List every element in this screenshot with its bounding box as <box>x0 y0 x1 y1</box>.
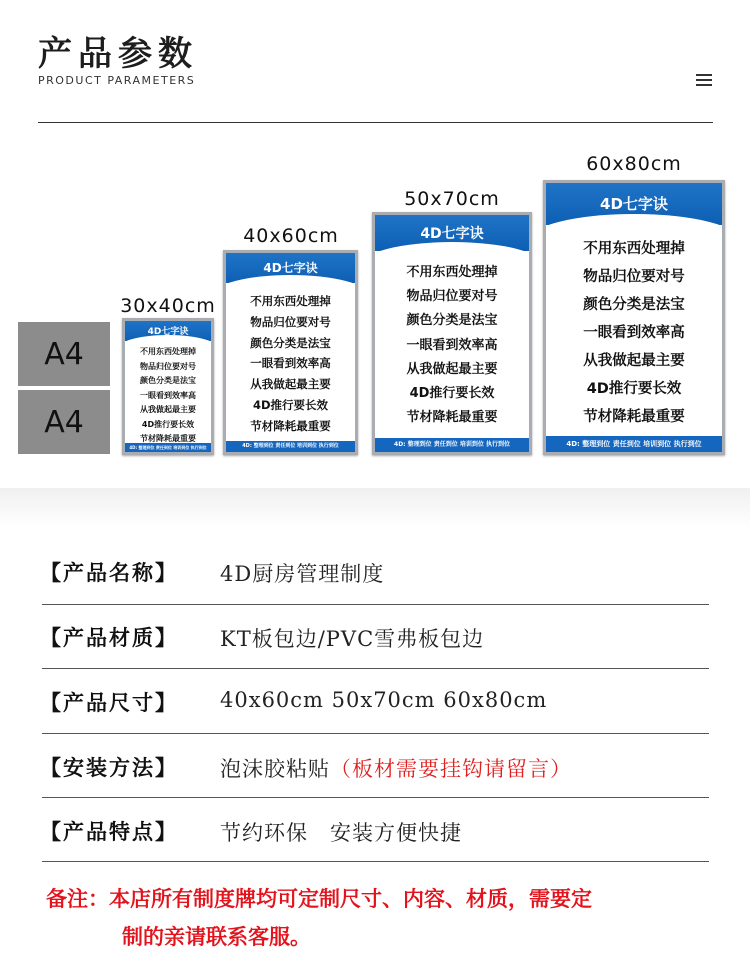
spec-value-features: 节约环保 安装方便快捷 <box>220 821 462 845</box>
remark-line-2: 制的亲请联系客服。 <box>122 925 311 949</box>
board-footer: 4D: 整理到位 责任到位 培训到位 执行到位 <box>125 443 211 452</box>
board-lines: 不用东西处理掉 物品归位要对号 颜色分类是法宝 一眼看到效率高 从我做起最主要 4D推行要长效 节材降耗最重要 <box>250 294 331 433</box>
spec-divider <box>42 668 709 669</box>
board-footer: 4D: 整理到位 责任到位 培训到位 执行到位 <box>375 438 529 452</box>
board-lines: 不用东西处理掉 物品归位要对号 颜色分类是法宝 一眼看到效率高 从我做起最主要 4D推行要长效 节材降耗最重要 <box>583 241 685 425</box>
board-size-label: 40x60cm <box>243 225 339 247</box>
header-divider <box>38 122 713 123</box>
section-separator-band <box>0 488 750 528</box>
sign-board-30x40 <box>122 318 214 455</box>
board-footer: 4D: 整理到位 责任到位 培训到位 执行到位 <box>226 441 355 452</box>
board-title: 4D七字诀 <box>147 327 189 337</box>
a4-label: A4 <box>44 336 84 372</box>
board-title: 4D七字诀 <box>600 195 668 213</box>
spec-divider <box>42 861 709 862</box>
spec-label-size: 【产品尺寸】 <box>40 691 178 715</box>
a4-label: A4 <box>44 404 84 440</box>
board-size-label: 30x40cm <box>120 295 216 317</box>
spec-label-features: 【产品特点】 <box>40 820 178 844</box>
spec-value-size: 40x60cm 50x70cm 60x80cm <box>220 688 548 712</box>
sign-board-50x70 <box>372 212 532 455</box>
sign-board-60x80 <box>543 180 725 455</box>
spec-divider <box>42 733 709 734</box>
board-title: 4D七字诀 <box>420 226 484 242</box>
spec-label-material: 【产品材质】 <box>40 626 178 650</box>
spec-value-material: KT板包边/PVC雪弗板包边 <box>220 627 485 651</box>
spec-value-name: 4D厨房管理制度 <box>220 562 385 586</box>
remark-line-1: 备注：本店所有制度牌均可定制尺寸、内容、材质，需要定 <box>46 887 592 911</box>
board-title: 4D七字诀 <box>263 261 318 275</box>
sign-board-40x60 <box>223 250 358 455</box>
board-lines: 不用东西处理掉 物品归位要对号 颜色分类是法宝 一眼看到效率高 从我做起最主要 4D推行要长效 节材降耗最重要 <box>406 265 498 426</box>
spec-value-install: 泡沫胶粘贴（板材需要挂钩请留言） <box>220 757 572 781</box>
remark-note <box>46 880 716 956</box>
spec-label-name: 【产品名称】 <box>40 561 178 585</box>
board-size-label: 50x70cm <box>404 188 500 210</box>
spec-label-install: 【安装方法】 <box>40 756 178 780</box>
install-note-red: （板材需要挂钩请留言） <box>330 757 572 781</box>
board-lines: 不用东西处理掉 物品归位要对号 颜色分类是法宝 一眼看到效率高 从我做起最主要 4D推行要长效 节材降耗最重要 <box>140 347 196 443</box>
board-footer: 4D: 整理到位 责任到位 培训到位 执行到位 <box>546 436 722 452</box>
a4-size-block <box>18 390 110 454</box>
hamburger-menu-icon[interactable] <box>696 74 712 86</box>
board-size-label: 60x80cm <box>586 153 682 175</box>
a4-size-block <box>18 322 110 386</box>
page-subtitle: PRODUCT PARAMETERS <box>38 74 196 87</box>
spec-divider <box>42 604 709 605</box>
spec-divider <box>42 797 709 798</box>
page-title: 产品参数 <box>38 34 198 74</box>
